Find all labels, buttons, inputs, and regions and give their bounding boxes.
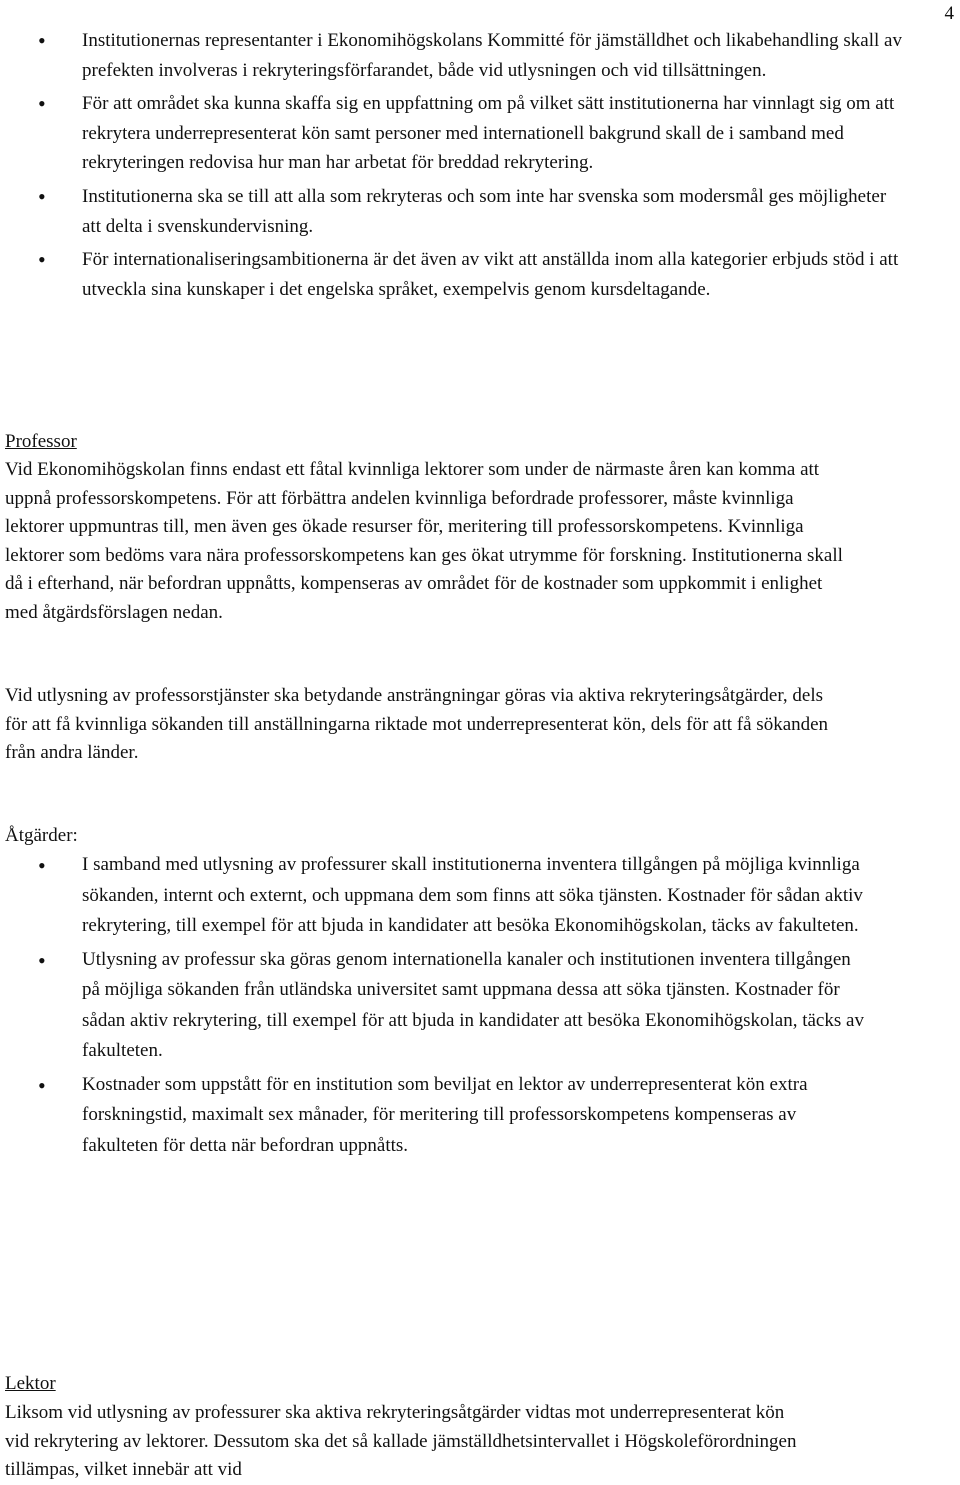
measure-item — [38, 850, 872, 942]
bullet-item — [38, 245, 902, 304]
lektor-heading: Lektor — [5, 1373, 56, 1394]
bullet-text: För att området ska kunna skaffa sig en uppfattning om på vilket sätt institutionerna har vinnlagt sig om att rekrytera underrepresenterat kön samt personer med internationell bakgrund skall de i samband med rekryteringen redovisa hur man har arbetat för breddad rekrytering. — [82, 93, 895, 174]
measures-label: Åtgärder: — [5, 825, 78, 846]
bullet-icon: • — [38, 247, 46, 273]
bullet-text: För internationaliseringsambitionerna är det även av vikt att anställda inom alla kategorier erbjuds stöd i att utveckla sina kunskaper i det engelska språket, exempelvis genom kursdeltagande. — [82, 249, 899, 300]
bullet-item — [38, 89, 902, 178]
bullet-text: Institutionerna ska se till att alla som rekryteras och som inte har svenska som modersmål ges möjligheter att delta i svenskundervisning. — [82, 185, 887, 237]
bullet-item — [38, 182, 902, 241]
bullet-icon: • — [38, 183, 46, 209]
measures-bullet-list — [38, 850, 872, 1164]
bullet-icon: • — [38, 1072, 46, 1098]
professor-heading: Professor — [5, 431, 77, 452]
bullet-icon: • — [38, 853, 46, 878]
page-number: 4 — [944, 3, 954, 24]
bullet-icon: • — [38, 947, 46, 973]
measure-item — [38, 945, 872, 1067]
measure-text: Kostnader som uppstått för en institution som beviljat en lektor av underrepresenterat kön extra forskningstid, maximalt sex månader, för meritering till professorskompetens kompenseras av fakulteten för detta när befordran uppnåtts. — [82, 1073, 808, 1156]
professor-paragraph-1: Vid Ekonomihögskolan finns endast ett fåtal kvinnliga lektorer som under de närmaste åren kan komma att uppnå professorskompetens. För att förbättra andelen kvinnliga befordrade professorer, måste kvinnliga lektorer uppmuntras till, men även ges ökade resurser för, meritering till professorskompetens. Kvinnliga lektorer som bedöms vara nära professorskompetens kan ges ökat utrymme för forskning. Institutionerna skall då i efterhand, när befordran uppnåtts, kompenseras av området för de kostnader som uppkommit i enlighet med åtgärdsförslagen nedan. — [5, 459, 843, 623]
bullet-icon: • — [38, 28, 46, 53]
measure-item — [38, 1070, 872, 1162]
bullet-item — [38, 26, 902, 85]
professor-paragraph-2: Vid utlysning av professorstjänster ska betydande ansträngningar göras via aktiva rekryteringsåtgärder, dels för att få kvinnliga sökanden till anställningarna riktade mot underrepresenterat kön, dels för att få sökanden från andra länder. — [5, 685, 829, 763]
intro-bullet-list — [38, 26, 902, 308]
measure-text: I samband med utlysning av professurer skall institutionerna inventera tillgången på möjliga kvinnliga sökanden, internt och externt, och uppmana dem som finns att söka tjänsten. Kostnader för sådan aktiv rekrytering, till exempel för att bjuda in kandidater att besöka Ekonomihögskolan, täcks av fakulteten. — [82, 854, 863, 936]
bullet-text: Institutionernas representanter i Ekonomihögskolans Kommitté för jämställdhet och likabehandling skall av prefekten involveras i rekryteringsförfarandet, både vid utlysningen och vid tillsättningen. — [82, 30, 902, 81]
lektor-paragraph: Liksom vid utlysning av professurer ska aktiva rekryteringsåtgärder vidtas mot underrepresenterat kön vid rekrytering av lektorer. Dessutom ska det så kallade jämställdhetsintervallet i Högskoleförordningen tillämpas, vilket innebär att vid — [5, 1402, 797, 1480]
measure-text: Utlysning av professur ska göras genom internationella kanaler och institutionen inventera tillgången på möjliga sökanden från utländska universitet samt uppmana dessa att söka tjänsten. Kostnader för sådan aktiv rekrytering, till exempel för att bjuda in kandidater att besöka Ekonomihögskolan, täcks av fakulteten. — [82, 948, 864, 1061]
bullet-icon: • — [38, 91, 46, 117]
